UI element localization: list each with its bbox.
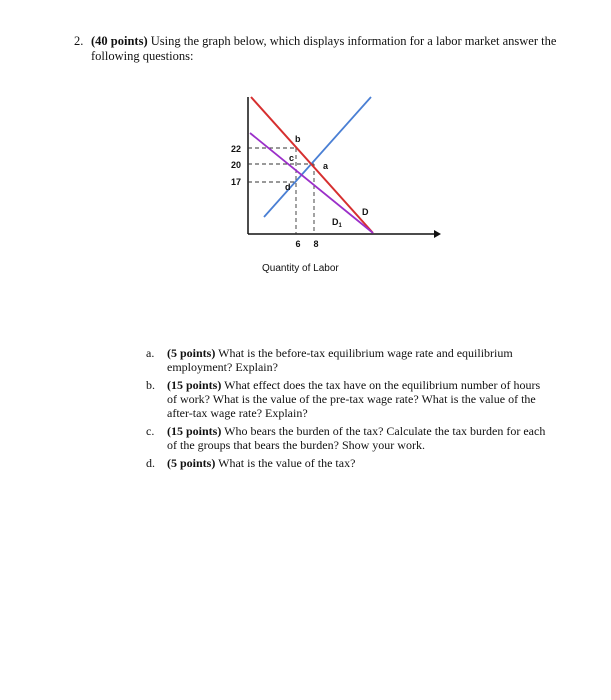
part-letter: c. bbox=[146, 424, 155, 438]
question-points: (40 points) bbox=[91, 34, 148, 48]
curve-label-d: D bbox=[362, 207, 369, 217]
x-axis-title: Quantity of Labor bbox=[262, 263, 339, 274]
y-tick-17: 17 bbox=[230, 177, 241, 187]
curve-label-d1-main: D bbox=[332, 217, 339, 227]
x-tick-6: 6 bbox=[295, 239, 301, 249]
sub-questions bbox=[146, 346, 546, 474]
part-letter: a. bbox=[146, 346, 155, 360]
part-points: (5 points) bbox=[167, 346, 216, 360]
part-a bbox=[146, 346, 546, 374]
demand-after-tax-curve bbox=[250, 133, 373, 233]
x-tick-8: 8 bbox=[313, 239, 319, 249]
part-points: (15 points) bbox=[167, 424, 222, 438]
part-b bbox=[146, 378, 546, 420]
part-text: What is the value of the tax? bbox=[218, 456, 356, 470]
question-number: 2. bbox=[74, 34, 84, 48]
curve-label-d1 bbox=[332, 217, 343, 229]
point-label-c: c bbox=[289, 153, 295, 163]
part-c bbox=[146, 424, 546, 452]
y-tick-20: 20 bbox=[230, 160, 241, 170]
demand-curve bbox=[251, 97, 373, 233]
part-letter: d. bbox=[146, 456, 155, 470]
part-text: What effect does the tax have on the equilibrium number of hours of work? What is the value of the pre-tax wage rate? What is the value of the after-tax wage rate? Explain? bbox=[167, 378, 541, 420]
x-axis-arrowhead bbox=[434, 230, 441, 238]
part-letter: b. bbox=[146, 378, 155, 392]
point-label-d: d bbox=[285, 182, 291, 192]
point-label-a: a bbox=[323, 161, 329, 171]
labor-market-graph bbox=[0, 0, 611, 300]
part-points: (15 points) bbox=[167, 378, 222, 392]
part-points: (5 points) bbox=[167, 456, 216, 470]
y-tick-22: 22 bbox=[230, 144, 241, 154]
part-d bbox=[146, 456, 546, 470]
part-text: What is the before-tax equilibrium wage rate and equilibrium employment? Explain? bbox=[167, 346, 513, 374]
part-text: Who bears the burden of the tax? Calculate the tax burden for each of the groups that bears the burden? Show your work. bbox=[167, 424, 546, 452]
question-body: Using the graph below, which displays information for a labor market answer the following questions: bbox=[91, 34, 557, 63]
curve-label-d1-sub: 1 bbox=[338, 223, 342, 229]
point-label-b: b bbox=[295, 134, 301, 144]
